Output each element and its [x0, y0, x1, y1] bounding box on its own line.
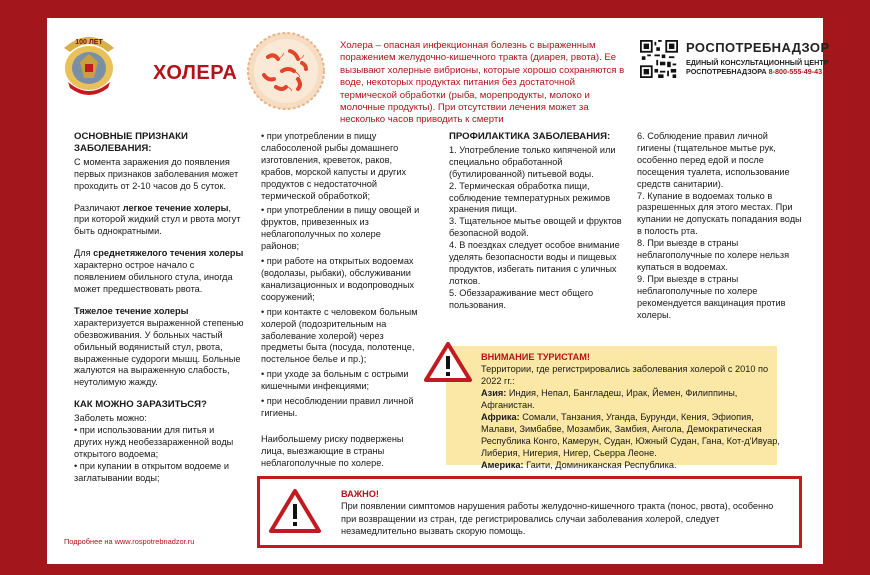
important-body: При появлении симптомов нарушения работы желудочно-кишечного тракта (понос, рвота), особенно при возвращении из стран, где регистрировались случаи заболевания холерой, следует незамедлительно вызвать скорую помощь.: [341, 501, 774, 537]
brand-subtitle: [686, 58, 829, 76]
america-countries: Америка: Гаити, Доминиканская Республика.: [481, 460, 677, 470]
symptoms-heading: ОСНОВНЫЕ ПРИЗНАКИ ЗАБОЛЕВАНИЯ:: [74, 131, 188, 154]
list-item: 2. Термическая обработка пищи, соблюдение температурных режимов хранения пищи.: [449, 180, 611, 215]
africa-countries: Африка: Сомали, Танзания, Уганда, Бурунди, Кения, Эфиопия, Малави, Зимбабве, Мозамбик, Замбия, Ангола, Демократическая Республика Конго, Камерун, Судан, Южный Судан, Гана, Кот-д'Ивуар, Либерия, Нигерия, Нигер, Сьерра Леоне.: [481, 412, 780, 458]
incubation-text: С момента заражения до появления первых признаков заболевания может проходить от 2-10 часов до 5 суток.: [74, 156, 239, 191]
prevention-column-continued: [637, 131, 802, 322]
infection-intro: Заболеть можно:: [74, 413, 147, 424]
emblem-icon: [58, 22, 120, 96]
mild-course-text: Различают легкое течение холеры, при которой жидкий стул и рвота могут быть однократными.: [74, 202, 241, 237]
tourist-warning-heading: ВНИМАНИЕ ТУРИСТАМ!: [481, 352, 590, 362]
list-item: • при употреблении в пищу овощей и фруктов, привезенных из неблагополучных по холере районов;: [261, 205, 420, 252]
list-item: • при работе на открытых водоемах (водолазы, рыбаки), обслуживании канализационных и водопроводных сооружений;: [261, 256, 415, 302]
list-item: • при использовании для питья и других нужд необеззараженной воды открытого водоема;: [74, 425, 234, 459]
list-item: 8. При выезде в страны неблагополучные по холере нельзя купаться в водоемах.: [637, 238, 790, 272]
list-item: • при купании в открытом водоеме и заглатывании воды;: [74, 460, 229, 483]
infection-heading: КАК МОЖНО ЗАРАЗИТЬСЯ?: [74, 399, 207, 411]
list-item: 3. Тщательное мытье овощей и фруктов безопасной водой.: [449, 216, 622, 239]
severe-course-text: Тяжелое течение холеры характеризуется выраженной степенью обезвоживания. У больных частый обильный водянистый стул, рвота, выраженные судороги мышц. Больные жалуются на выраженную слабость, неутолимую жажду.: [74, 305, 244, 388]
bacteria-icon: [246, 31, 326, 111]
brand-line-2: РОСПОТРЕБНАДЗОРА: [686, 67, 767, 76]
list-item: • при несоблюдении правил личной гигиены.: [261, 396, 414, 418]
list-item: 4. В поездках следует особое внимание уделять безопасности воды и пищевых продуктов, избегать питания с уличных лотков.: [449, 240, 620, 286]
intro-text: Холера – опасная инфекционная болезнь с выраженным поражением желудочно-кишечного тракта (диарея, рвота). Ее вызывают холерные вибрионы, которые хорошо сохраняются в воде, некоторых продуктах питания без достаточной термической обработки (рыба, морепродукты, молоко и молочные продукты). При отсутствии лечения может за несколько часов приводить к смерти: [340, 40, 625, 126]
page-title: ХОЛЕРА: [153, 62, 238, 84]
qr-code-icon[interactable]: [640, 40, 678, 78]
prevention-heading: ПРОФИЛАКТИКА ЗАБОЛЕВАНИЯ:: [449, 131, 611, 142]
warning-triangle-icon: [268, 488, 322, 534]
brand-name: РОСПОТРЕБНАДЗОР: [686, 40, 830, 55]
symptoms-column: [74, 131, 244, 485]
list-item: 7. Купание в водоемах только в разрешенных для этого местах. При купании не допускать попадания воды в полость рта.: [637, 190, 802, 237]
list-item: 9. При выезде в страны неблагополучные по холере рекомендуется вакцинация против холеры.: [637, 273, 786, 320]
logo-text: 100 ЛЕТ: [75, 39, 103, 46]
prevention-column: [449, 131, 624, 312]
tourist-warning-text: [481, 351, 781, 471]
list-item: • при контакте с человеком больным холерой (подозрительным на заболевание холерой) через предметы быта (посуда, полотенце, постельное белье и пр.);: [261, 306, 418, 365]
tourist-warning-intro: Территории, где регистрировались заболевания холерой с 2010 по 2022 гг.:: [481, 364, 769, 386]
list-item: 6. Соблюдение правил личной гигиены (тщательное мытье рук, особенно перед едой и после посещения туалета, использование средств санитарии).: [637, 131, 790, 189]
list-item: • при уходе за больным с острыми кишечными инфекциями;: [261, 369, 409, 392]
moderate-course-text: Для среднетяжелого течения холеры характерно острое начало с появлением обильного стула, иногда может предшествовать рвота.: [74, 248, 244, 294]
warning-triangle-icon: [423, 341, 473, 383]
list-item: 5. Обеззараживание мест общего пользования.: [449, 287, 594, 310]
asia-countries: Азия: Индия, Непал, Бангладеш, Ирак, Йемен, Филиппины, Афганистан.: [481, 388, 738, 410]
more-info-link[interactable]: Подробнее на www.rospotrebnadzor.ru: [64, 537, 195, 546]
infection-routes-column: [261, 131, 421, 480]
list-item: 1. Употребление только кипяченой или специально обработанной (бутилированной) питьевой воды.: [449, 144, 616, 179]
brand-line-1: ЕДИНЫЙ КОНСУЛЬТАЦИОННЫЙ ЦЕНТР: [686, 58, 829, 67]
important-alert-text: [341, 488, 781, 538]
risk-group-text: Наибольшему риску подвержены лица, выезжающие в страны неблагополучные по холере.: [261, 433, 404, 468]
list-item: • при употреблении в пищу слабосоленой рыбы домашнего изготовления, креветок, раков, крабов, морской капусты и других продуктов с недостаточной термической обработкой;: [261, 131, 407, 201]
hotline-phone[interactable]: 8-800-555-49-43: [768, 67, 823, 76]
important-heading: ВАЖНО!: [341, 489, 379, 499]
